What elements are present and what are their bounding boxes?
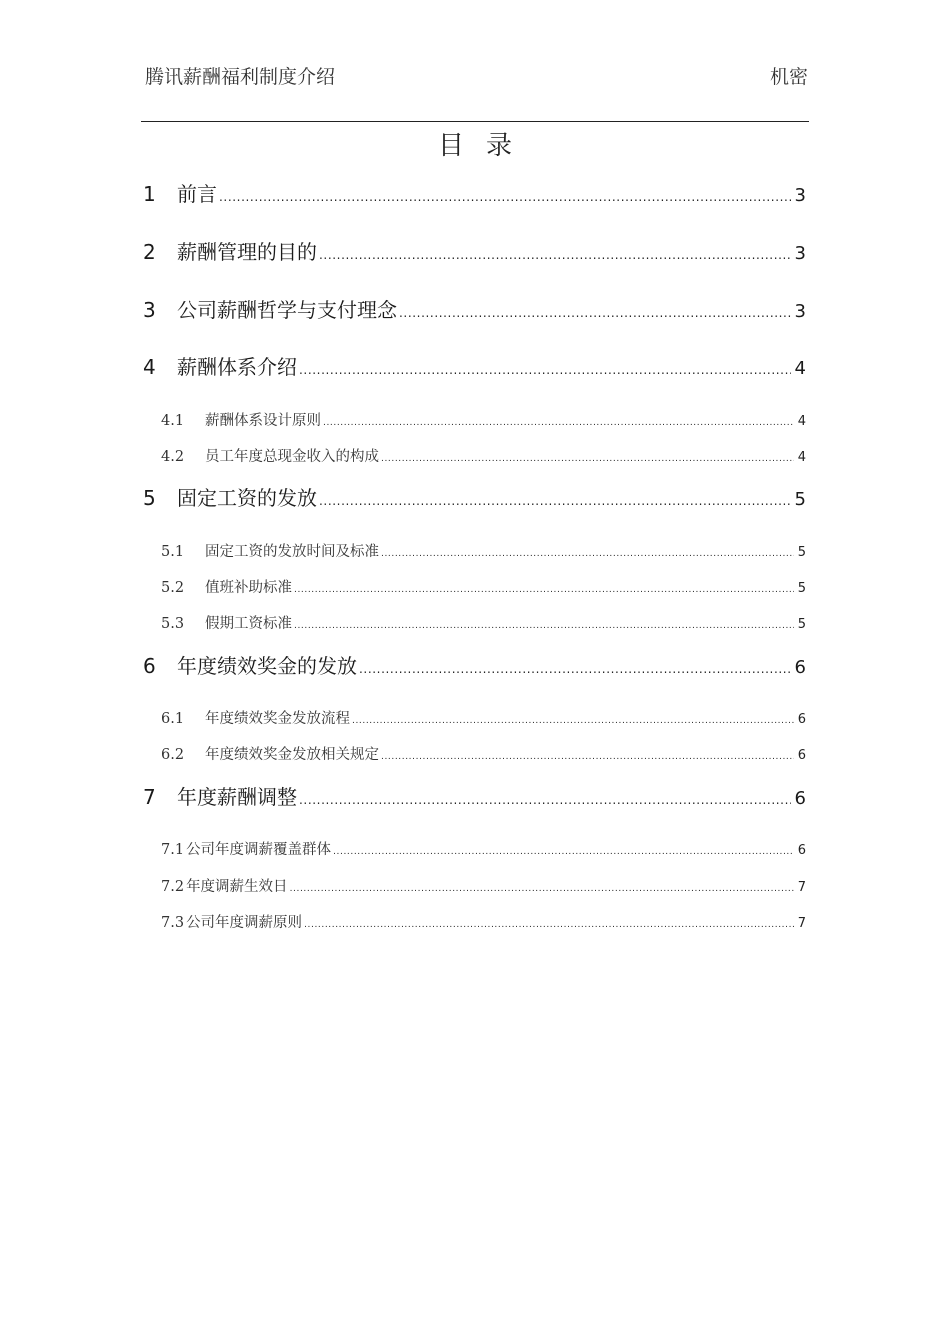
toc-entry-number: 3 bbox=[143, 298, 156, 322]
toc-entry-number: 7.3 bbox=[161, 915, 185, 931]
toc-entry-2[interactable] bbox=[143, 236, 806, 265]
toc-entry-1[interactable] bbox=[143, 178, 806, 207]
toc-entry-5-3[interactable] bbox=[161, 612, 806, 633]
toc-entry-6-2[interactable] bbox=[161, 743, 806, 764]
toc-entry-label: 年度薪酬调整 bbox=[177, 785, 297, 809]
toc-entry-page: 6 bbox=[797, 748, 806, 763]
toc-leader-dots bbox=[304, 920, 794, 930]
toc-entry-7-3[interactable] bbox=[161, 911, 806, 932]
toc-entry-5-1[interactable] bbox=[161, 540, 806, 561]
toc-entry-page: 5 bbox=[794, 489, 806, 510]
toc-entry-page: 4 bbox=[797, 450, 806, 465]
toc-entry-label: 假期工资标准 bbox=[205, 616, 292, 632]
toc-entry-3[interactable] bbox=[143, 294, 806, 323]
toc-leader-dots bbox=[381, 549, 794, 559]
toc-entry-page: 3 bbox=[794, 185, 806, 206]
toc-entry-label: 固定工资的发放时间及标准 bbox=[205, 544, 379, 560]
toc-title: 目录 bbox=[437, 131, 534, 161]
toc-entry-label: 薪酬管理的目的 bbox=[177, 240, 317, 264]
toc-entry-7-1[interactable] bbox=[161, 838, 806, 859]
toc-entry-7[interactable] bbox=[143, 781, 806, 810]
toc-entry-6[interactable] bbox=[143, 650, 806, 679]
toc-leader-dots bbox=[352, 716, 794, 726]
toc-entry-page: 6 bbox=[794, 788, 806, 809]
toc-entry-label: 固定工资的发放 bbox=[177, 486, 317, 510]
toc-entry-page: 4 bbox=[797, 414, 806, 429]
toc-entry-label: 薪酬体系设计原则 bbox=[205, 413, 321, 429]
toc-entry-number: 5 bbox=[143, 486, 156, 510]
toc-leader-dots bbox=[381, 454, 794, 464]
toc-entry-label: 年度绩效奖金的发放 bbox=[177, 654, 357, 678]
toc-leader-dots bbox=[359, 662, 791, 676]
toc-entry-4-1[interactable] bbox=[161, 409, 806, 430]
toc-leader-dots bbox=[299, 363, 791, 377]
toc-entry-page: 6 bbox=[794, 657, 806, 678]
toc-entry-number: 6 bbox=[143, 654, 156, 678]
toc-entry-4-2[interactable] bbox=[161, 445, 806, 466]
toc-leader-dots bbox=[299, 793, 791, 807]
toc-entry-number: 6.2 bbox=[161, 747, 185, 763]
header-document-title: 腾讯薪酬福利制度介绍 bbox=[145, 66, 336, 88]
toc-leader-dots bbox=[294, 621, 794, 631]
toc-entry-page: 6 bbox=[797, 843, 806, 858]
toc-entry-6-1[interactable] bbox=[161, 707, 806, 728]
toc-entry-label: 年度绩效奖金发放流程 bbox=[205, 711, 350, 727]
toc-entry-number: 7.2 bbox=[161, 879, 185, 895]
toc-leader-dots bbox=[323, 418, 794, 428]
toc-entry-number: 5.2 bbox=[161, 580, 185, 596]
header-classification: 机密 bbox=[769, 66, 808, 88]
toc-entry-number: 6.1 bbox=[161, 711, 185, 727]
toc-entry-page: 3 bbox=[794, 301, 806, 322]
toc-leader-dots bbox=[381, 752, 794, 762]
toc-leader-dots bbox=[219, 190, 791, 204]
toc-leader-dots bbox=[399, 306, 791, 320]
toc-entry-page: 7 bbox=[797, 916, 806, 931]
toc-entry-page: 5 bbox=[797, 581, 806, 596]
toc-entry-page: 5 bbox=[797, 617, 806, 632]
toc-entry-page: 5 bbox=[797, 545, 806, 560]
toc-leader-dots bbox=[333, 847, 794, 857]
toc-entry-page: 3 bbox=[794, 243, 806, 264]
toc-entry-page: 6 bbox=[797, 712, 806, 727]
toc-entry-7-2[interactable] bbox=[161, 875, 806, 896]
toc-entry-label: 前言 bbox=[177, 182, 217, 206]
toc-entry-label: 公司薪酬哲学与支付理念 bbox=[177, 298, 397, 322]
toc-entry-number: 1 bbox=[143, 182, 156, 206]
toc-entry-5-2[interactable] bbox=[161, 576, 806, 597]
toc-entry-label: 年度绩效奖金发放相关规定 bbox=[205, 747, 379, 763]
header-divider bbox=[141, 121, 809, 122]
toc-entry-label: 公司年度调薪覆盖群体 bbox=[186, 842, 332, 858]
toc-entry-label: 员工年度总现金收入的构成 bbox=[205, 449, 379, 465]
toc-entry-label: 年度调薪生效日 bbox=[186, 879, 288, 895]
toc-leader-dots bbox=[319, 494, 791, 508]
toc-entry-5[interactable] bbox=[143, 482, 806, 511]
toc-entry-label: 公司年度调薪原则 bbox=[186, 915, 303, 931]
toc-entry-page: 4 bbox=[794, 358, 806, 379]
toc-entry-number: 4.2 bbox=[161, 449, 185, 465]
toc-entry-number: 7.1 bbox=[161, 842, 185, 858]
toc-leader-dots bbox=[319, 248, 791, 262]
toc-entry-label: 值班补助标准 bbox=[205, 580, 292, 596]
toc-entry-page: 7 bbox=[797, 880, 806, 895]
toc-entry-number: 2 bbox=[143, 240, 156, 264]
toc-entry-number: 5.3 bbox=[161, 616, 185, 632]
toc-leader-dots bbox=[290, 884, 794, 894]
toc-entry-label: 薪酬体系介绍 bbox=[177, 355, 297, 379]
toc-entry-number: 4 bbox=[143, 355, 156, 379]
toc-entry-number: 4.1 bbox=[161, 413, 185, 429]
toc-entry-number: 7 bbox=[143, 785, 156, 809]
toc-entry-4[interactable] bbox=[143, 351, 806, 380]
toc-entry-number: 5.1 bbox=[161, 544, 185, 560]
toc-leader-dots bbox=[294, 585, 794, 595]
